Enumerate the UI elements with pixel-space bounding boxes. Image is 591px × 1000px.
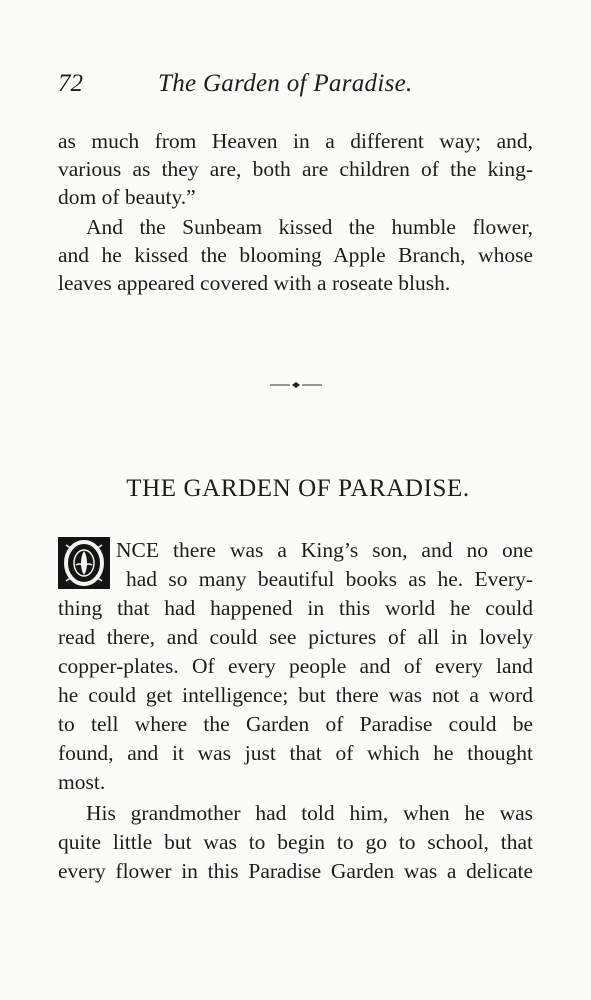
- text-line: quite little but was to begin to go to school, that: [58, 830, 533, 854]
- text-line: various as they are, both are children of the king-: [58, 157, 533, 181]
- text-line: And the Sunbeam kissed the humble flower,: [86, 215, 533, 239]
- text-line: leaves appeared covered with a roseate blush.: [58, 271, 451, 295]
- text-line: NCE there was a King’s son, and no one: [116, 538, 533, 562]
- page-number: 72: [58, 70, 83, 97]
- text-line: he could get intelligence; but there was not a word: [58, 683, 533, 707]
- text-line: dom of beauty.”: [58, 185, 196, 209]
- text-line: as much from Heaven in a different way; and,: [58, 129, 533, 153]
- text-line: every flower in this Paradise Garden was a delicate: [58, 859, 533, 883]
- text-line: found, and it was just that of which he thought: [58, 741, 533, 765]
- text-line: to tell where the Garden of Paradise could be: [58, 712, 533, 736]
- text-line: read there, and could see pictures of all in lovely: [58, 625, 533, 649]
- text-line: had so many beautiful books as he. Every-: [126, 567, 533, 591]
- text-line: and he kissed the blooming Apple Branch, whose: [58, 243, 533, 267]
- text-line: copper-plates. Of every people and of every land: [58, 654, 533, 678]
- text-line: thing that had happened in this world he could: [58, 596, 533, 620]
- text-line: His grandmother had told him, when he was: [86, 801, 533, 825]
- story-title: THE GARDEN OF PARADISE.: [126, 475, 470, 502]
- section-divider-ornament: [266, 373, 326, 397]
- page-header: [58, 70, 538, 110]
- running-title: The Garden of Paradise.: [158, 70, 413, 97]
- decorated-initial-o-icon: [58, 537, 110, 589]
- text-line: most.: [58, 770, 106, 794]
